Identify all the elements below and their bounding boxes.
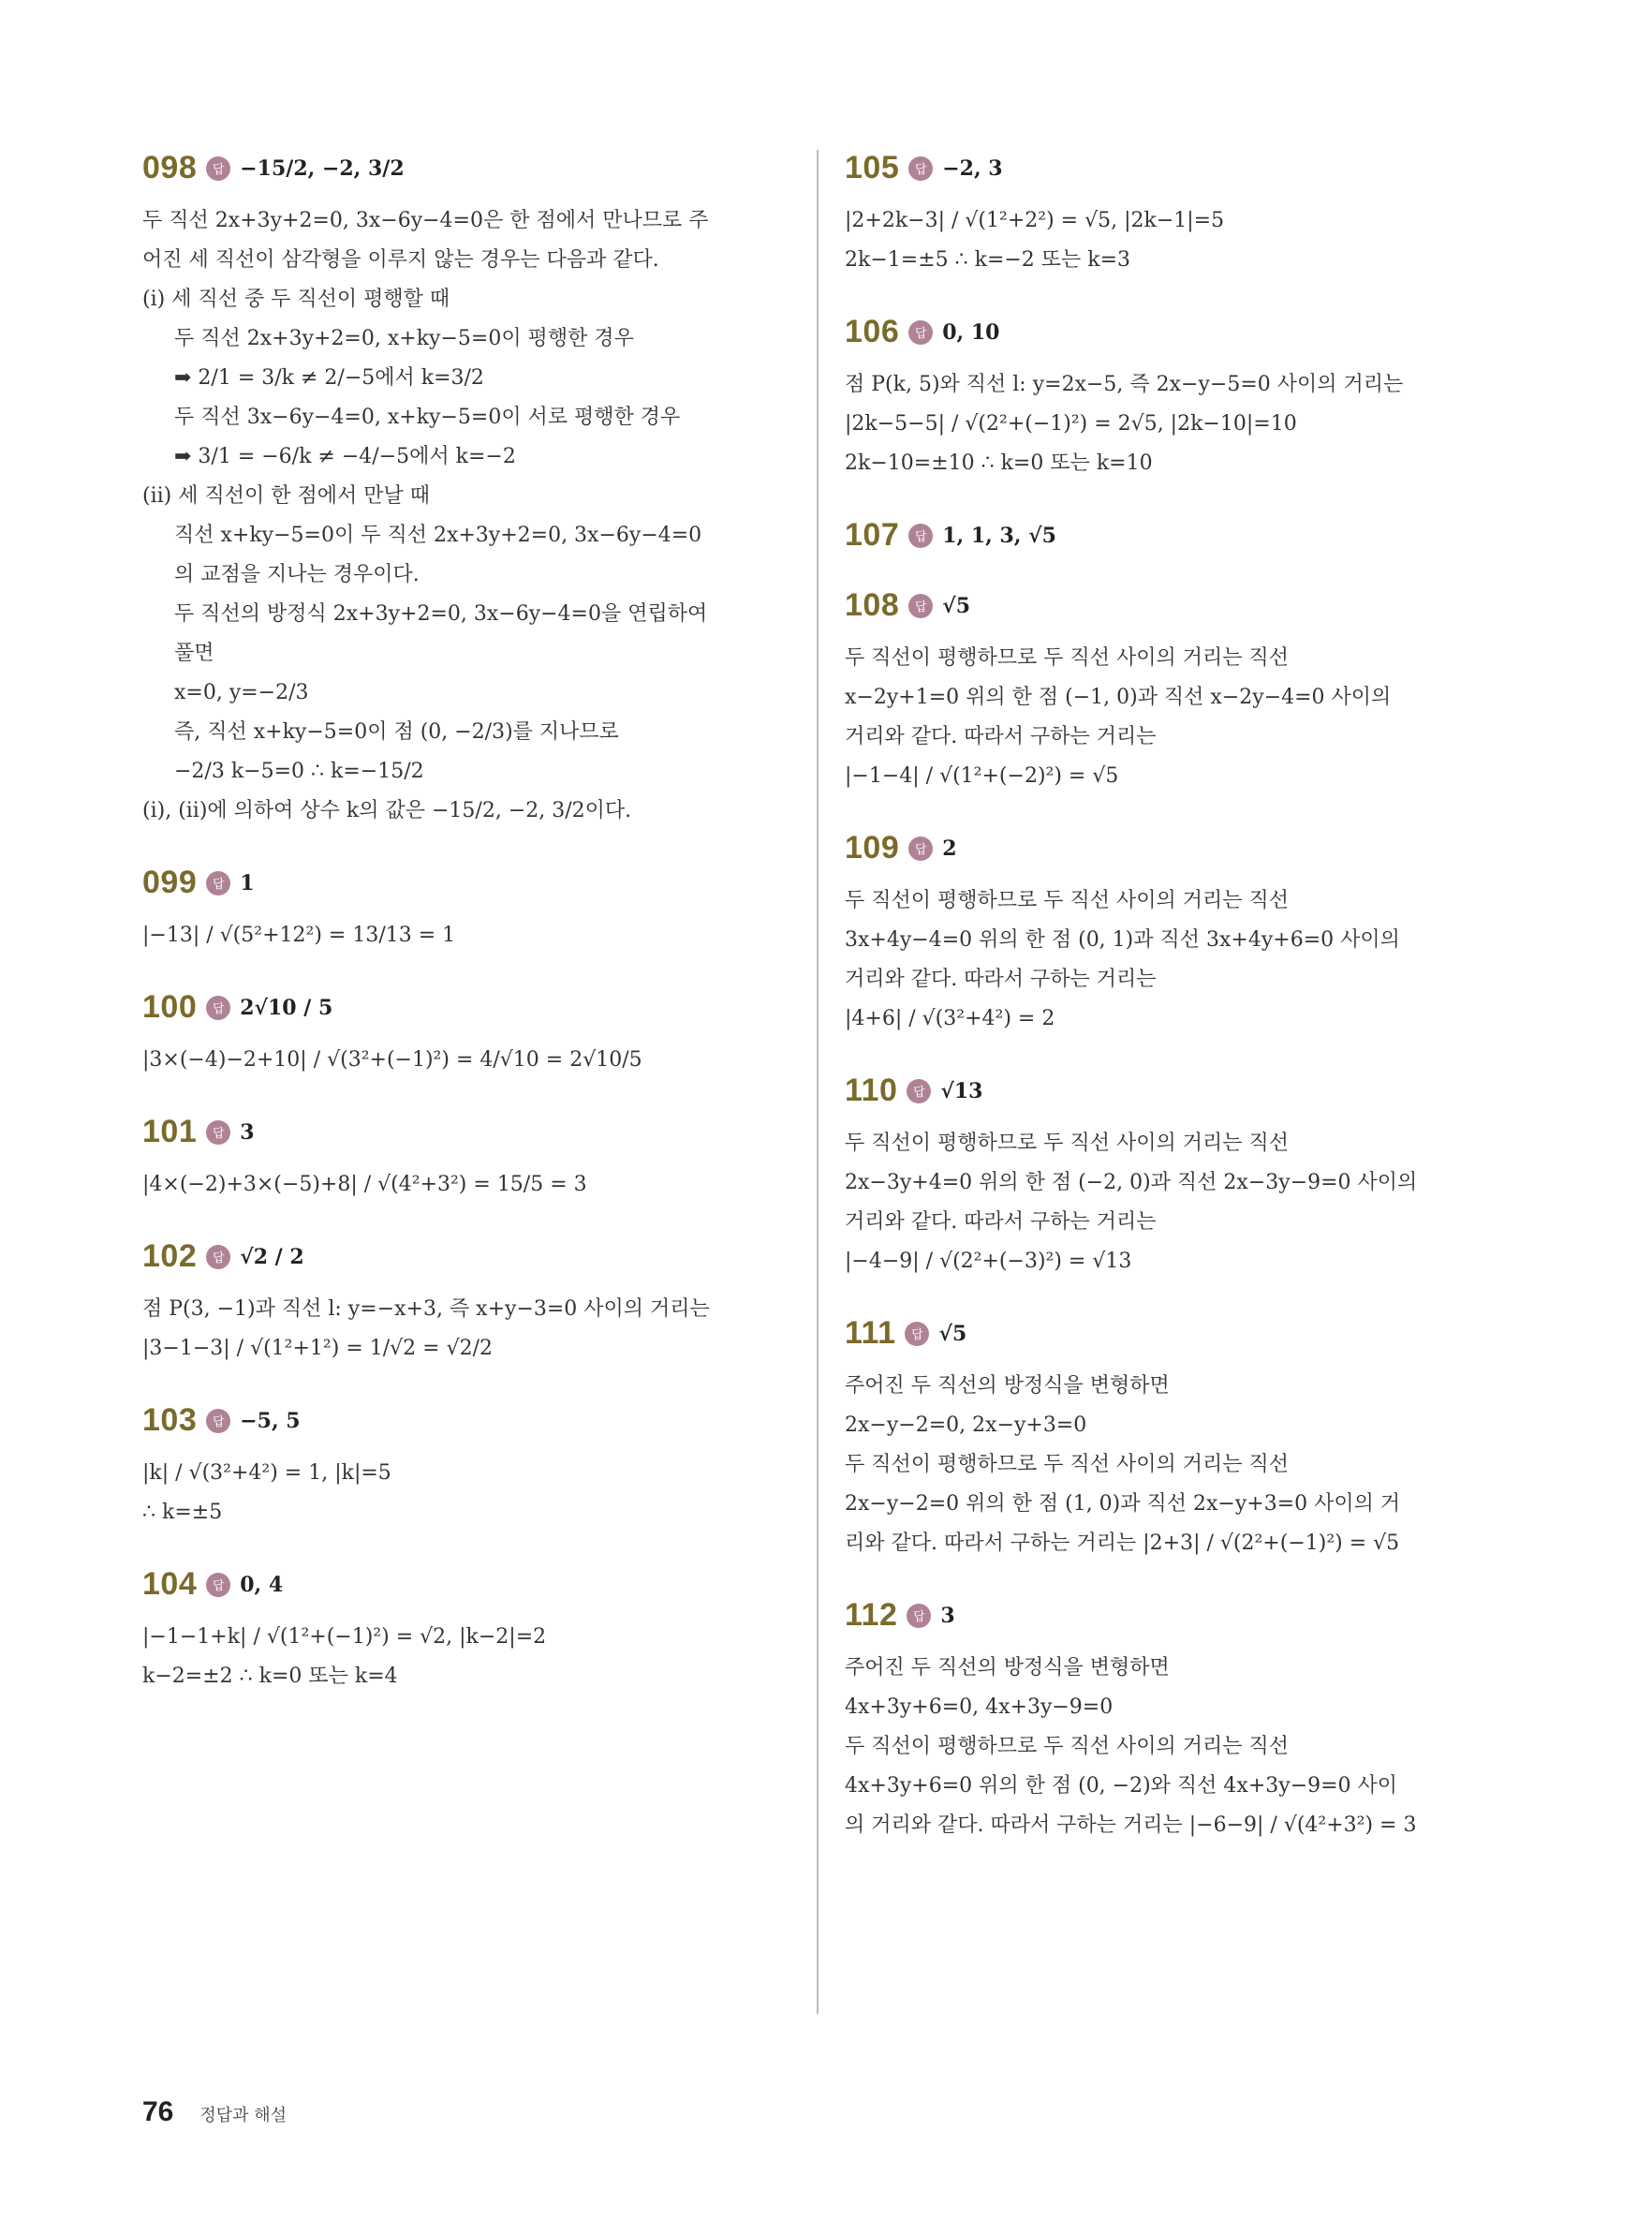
- problem-100: [142, 989, 789, 1080]
- problem-header: [142, 1238, 789, 1275]
- solution-line: (ii) 세 직선이 한 점에서 만날 때: [142, 484, 430, 508]
- solution-line: 즉, 직선 x+ky−5=0이 점 (0, −2/3)를 지나므로: [174, 720, 619, 744]
- solution-line: 거리와 같다. 따라서 구하는 거리는: [845, 968, 1157, 991]
- problem-number: 106: [845, 314, 900, 349]
- solution-line: |−1−1+k| / √(1²+(−1)²) = √2, |k−2|=2: [142, 1625, 547, 1649]
- solution-line: 두 직선 2x+3y+2=0, 3x−6y−4=0은 한 점에서 만나므로 주: [142, 209, 709, 232]
- solution-line: 4x+3y+6=0, 4x+3y−9=0: [845, 1695, 1114, 1719]
- problem-104: [142, 1566, 789, 1696]
- answer-badge-icon: 답: [908, 594, 933, 618]
- solution-line: 리와 같다. 따라서 구하는 거리는 |2+3| / √(2²+(−1)²) = √5: [845, 1532, 1400, 1555]
- solution-line: 2x−y−2=0, 2x−y+3=0: [845, 1413, 1087, 1437]
- problem-header: [845, 587, 1496, 624]
- problem-108: [845, 587, 1496, 796]
- solution-line: 주어진 두 직선의 방정식을 변형하면: [845, 1656, 1170, 1680]
- solution-line: |k| / √(3²+4²) = 1, |k|=5: [142, 1461, 391, 1485]
- solution-line: (i) 세 직선 중 두 직선이 평행할 때: [142, 288, 450, 311]
- problem-110: [845, 1073, 1496, 1281]
- solution-line: 두 직선이 평행하므로 두 직선 사이의 거리는 직선: [845, 1453, 1289, 1476]
- solution-line: 두 직선 2x+3y+2=0, x+ky−5=0이 평행한 경우: [174, 327, 634, 350]
- solution-line: 2k−1=±5 ∴ k=−2 또는 k=3: [845, 248, 1131, 272]
- problem-111: [845, 1315, 1496, 1563]
- problem-number: 103: [142, 1402, 198, 1438]
- problem-number: 109: [845, 830, 900, 866]
- problem-number: 100: [142, 989, 198, 1025]
- right-column: [845, 150, 1496, 1879]
- solution-line: 4x+3y+6=0 위의 한 점 (0, −2)와 직선 4x+3y−9=0 사이: [845, 1774, 1398, 1798]
- problem-header: [142, 150, 789, 186]
- solution-line: 두 직선의 방정식 2x+3y+2=0, 3x−6y−4=0을 연립하여: [174, 602, 708, 626]
- footer-label: 정답과 해설: [199, 2106, 288, 2125]
- answer-value: 3: [240, 1119, 255, 1145]
- solution-line: 직선 x+ky−5=0이 두 직선 2x+3y+2=0, 3x−6y−4=0: [174, 524, 702, 547]
- solution-line: 풀면: [174, 642, 214, 665]
- problem-header: [142, 1566, 789, 1603]
- solution-line: −2/3 k−5=0 ∴ k=−15/2: [174, 760, 424, 783]
- problem-number: 111: [845, 1315, 896, 1351]
- problem-number: 110: [845, 1073, 898, 1108]
- left-column: [142, 150, 789, 1730]
- solution-line: 2x−3y+4=0 위의 한 점 (−2, 0)과 직선 2x−3y−9=0 사이의: [845, 1171, 1418, 1194]
- problem-099: [142, 865, 789, 955]
- answer-badge-icon: 답: [206, 1573, 230, 1597]
- solution-line: 거리와 같다. 따라서 구하는 거리는: [845, 1210, 1157, 1234]
- problem-header: [845, 1597, 1496, 1634]
- page-footer: [142, 2096, 287, 2128]
- problem-103: [142, 1402, 789, 1532]
- solution-line: x−2y+1=0 위의 한 점 (−1, 0)과 직선 x−2y−4=0 사이의: [845, 686, 1392, 709]
- solution-line: 의 교점을 지나는 경우이다.: [174, 563, 420, 586]
- solution-line: 주어진 두 직선의 방정식을 변형하면: [845, 1374, 1170, 1398]
- answer-badge-icon: 답: [206, 1120, 230, 1145]
- solution-line: 두 직선이 평행하므로 두 직선 사이의 거리는 직선: [845, 889, 1289, 912]
- problem-105: [845, 150, 1496, 280]
- page-number: 76: [142, 2096, 174, 2127]
- solution-line: |3−1−3| / √(1²+1²) = 1/√2 = √2/2: [142, 1337, 494, 1360]
- answer-value: √5: [942, 593, 971, 618]
- answer-value: 1, 1, 3, √5: [942, 523, 1056, 548]
- answer-badge-icon: 답: [206, 156, 230, 181]
- answer-badge-icon: 답: [907, 1079, 931, 1103]
- problem-number: 107: [845, 517, 900, 553]
- problem-number: 108: [845, 587, 900, 623]
- answer-badge-icon: 답: [206, 996, 230, 1020]
- problem-101: [142, 1114, 789, 1205]
- problem-header: [142, 865, 789, 901]
- answer-badge-icon: 답: [907, 1604, 931, 1628]
- problem-number: 101: [142, 1114, 198, 1149]
- answer-badge-icon: 답: [206, 1409, 230, 1433]
- solution-line: 거리와 같다. 따라서 구하는 거리는: [845, 725, 1157, 748]
- problem-number: 099: [142, 865, 198, 900]
- solution-line: |4×(−2)+3×(−5)+8| / √(4²+3²) = 15/5 = 3: [142, 1173, 587, 1196]
- solution-line: 3x+4y−4=0 위의 한 점 (0, 1)과 직선 3x+4y+6=0 사이의: [845, 928, 1400, 952]
- problem-107: [845, 517, 1496, 554]
- problem-number: 105: [845, 150, 900, 185]
- solution-line: 두 직선이 평행하므로 두 직선 사이의 거리는 직선: [845, 1132, 1289, 1155]
- solution-line: ∴ k=±5: [142, 1501, 223, 1524]
- solution-line: |4+6| / √(3²+4²) = 2: [845, 1007, 1055, 1030]
- problem-number: 112: [845, 1597, 898, 1633]
- answer-value: √13: [940, 1078, 983, 1103]
- problem-header: [845, 517, 1496, 554]
- answer-value: 1: [240, 870, 255, 895]
- solution-line: |−13| / √(5²+12²) = 13/13 = 1: [142, 924, 456, 947]
- problem-number: 104: [142, 1566, 198, 1602]
- answer-value: 2√10 / 5: [240, 995, 333, 1020]
- solution-line: (i), (ii)에 의하여 상수 k의 값은 −15/2, −2, 3/2이다.: [142, 799, 632, 822]
- solution-line: 점 P(3, −1)과 직선 l: y=−x+3, 즉 x+y−3=0 사이의 거리는: [142, 1297, 710, 1321]
- problem-header: [142, 1114, 789, 1150]
- solution-line: k−2=±2 ∴ k=0 또는 k=4: [142, 1665, 398, 1688]
- answer-badge-icon: 답: [206, 871, 230, 895]
- solution-line: 의 거리와 같다. 따라서 구하는 거리는 |−6−9| / √(4²+3²) = 3: [845, 1813, 1417, 1837]
- column-divider: [817, 150, 819, 2014]
- problem-header: [845, 1315, 1496, 1352]
- answer-value: −5, 5: [240, 1408, 301, 1433]
- answer-value: √5: [938, 1321, 967, 1346]
- problem-header: [845, 830, 1496, 866]
- solution-line: ➡ 2/1 = 3/k ≠ 2/−5에서 k=3/2: [174, 366, 484, 390]
- answer-badge-icon: 답: [908, 524, 933, 548]
- problem-109: [845, 830, 1496, 1039]
- problem-header: [142, 989, 789, 1026]
- solution-line: |−4−9| / √(2²+(−3)²) = √13: [845, 1250, 1132, 1273]
- problem-header: [845, 1073, 1496, 1109]
- solution-line: |3×(−4)−2+10| / √(3²+(−1)²) = 4/√10 = 2√10/5: [142, 1048, 642, 1072]
- answer-badge-icon: 답: [905, 1322, 929, 1346]
- answer-value: 2: [942, 836, 957, 861]
- solution-line: 두 직선이 평행하므로 두 직선 사이의 거리는 직선: [845, 646, 1289, 670]
- answer-badge-icon: 답: [908, 836, 933, 861]
- solution-line: 두 직선이 평행하므로 두 직선 사이의 거리는 직선: [845, 1735, 1289, 1758]
- problem-112: [845, 1597, 1496, 1845]
- problem-header: [142, 1402, 789, 1439]
- answer-badge-icon: 답: [908, 156, 933, 181]
- solution-line: |2+2k−3| / √(1²+2²) = √5, |2k−1|=5: [845, 209, 1225, 232]
- solution-line: 2k−10=±10 ∴ k=0 또는 k=10: [845, 451, 1153, 475]
- problem-header: [845, 150, 1496, 186]
- problem-106: [845, 314, 1496, 483]
- solution-line: 두 직선 3x−6y−4=0, x+ky−5=0이 서로 평행한 경우: [174, 406, 681, 429]
- problem-098: [142, 150, 789, 831]
- answer-value: −2, 3: [942, 155, 1003, 181]
- answer-value: 0, 4: [240, 1572, 284, 1597]
- answer-value: 3: [940, 1603, 955, 1628]
- answer-value: √2 / 2: [240, 1244, 304, 1269]
- solution-line: ➡ 3/1 = −6/k ≠ −4/−5에서 k=−2: [174, 445, 516, 468]
- solution-line: 어진 세 직선이 삼각형을 이루지 않는 경우는 다음과 같다.: [142, 248, 659, 272]
- problem-header: [845, 314, 1496, 350]
- answer-value: −15/2, −2, 3/2: [240, 155, 405, 181]
- solution-line: x=0, y=−2/3: [174, 681, 309, 704]
- answer-value: 0, 10: [942, 319, 1000, 345]
- solution-line: 2x−y−2=0 위의 한 점 (1, 0)과 직선 2x−y+3=0 사이의 거: [845, 1492, 1401, 1516]
- answer-badge-icon: 답: [908, 320, 933, 345]
- problem-102: [142, 1238, 789, 1369]
- problem-number: 098: [142, 150, 198, 185]
- answer-badge-icon: 답: [206, 1245, 230, 1269]
- problem-number: 102: [142, 1238, 198, 1274]
- solution-line: 점 P(k, 5)와 직선 l: y=2x−5, 즉 2x−y−5=0 사이의 거리는: [845, 373, 1404, 396]
- solution-line: |−1−4| / √(1²+(−2)²) = √5: [845, 764, 1119, 788]
- solution-line: |2k−5−5| / √(2²+(−1)²) = 2√5, |2k−10|=10: [845, 412, 1297, 436]
